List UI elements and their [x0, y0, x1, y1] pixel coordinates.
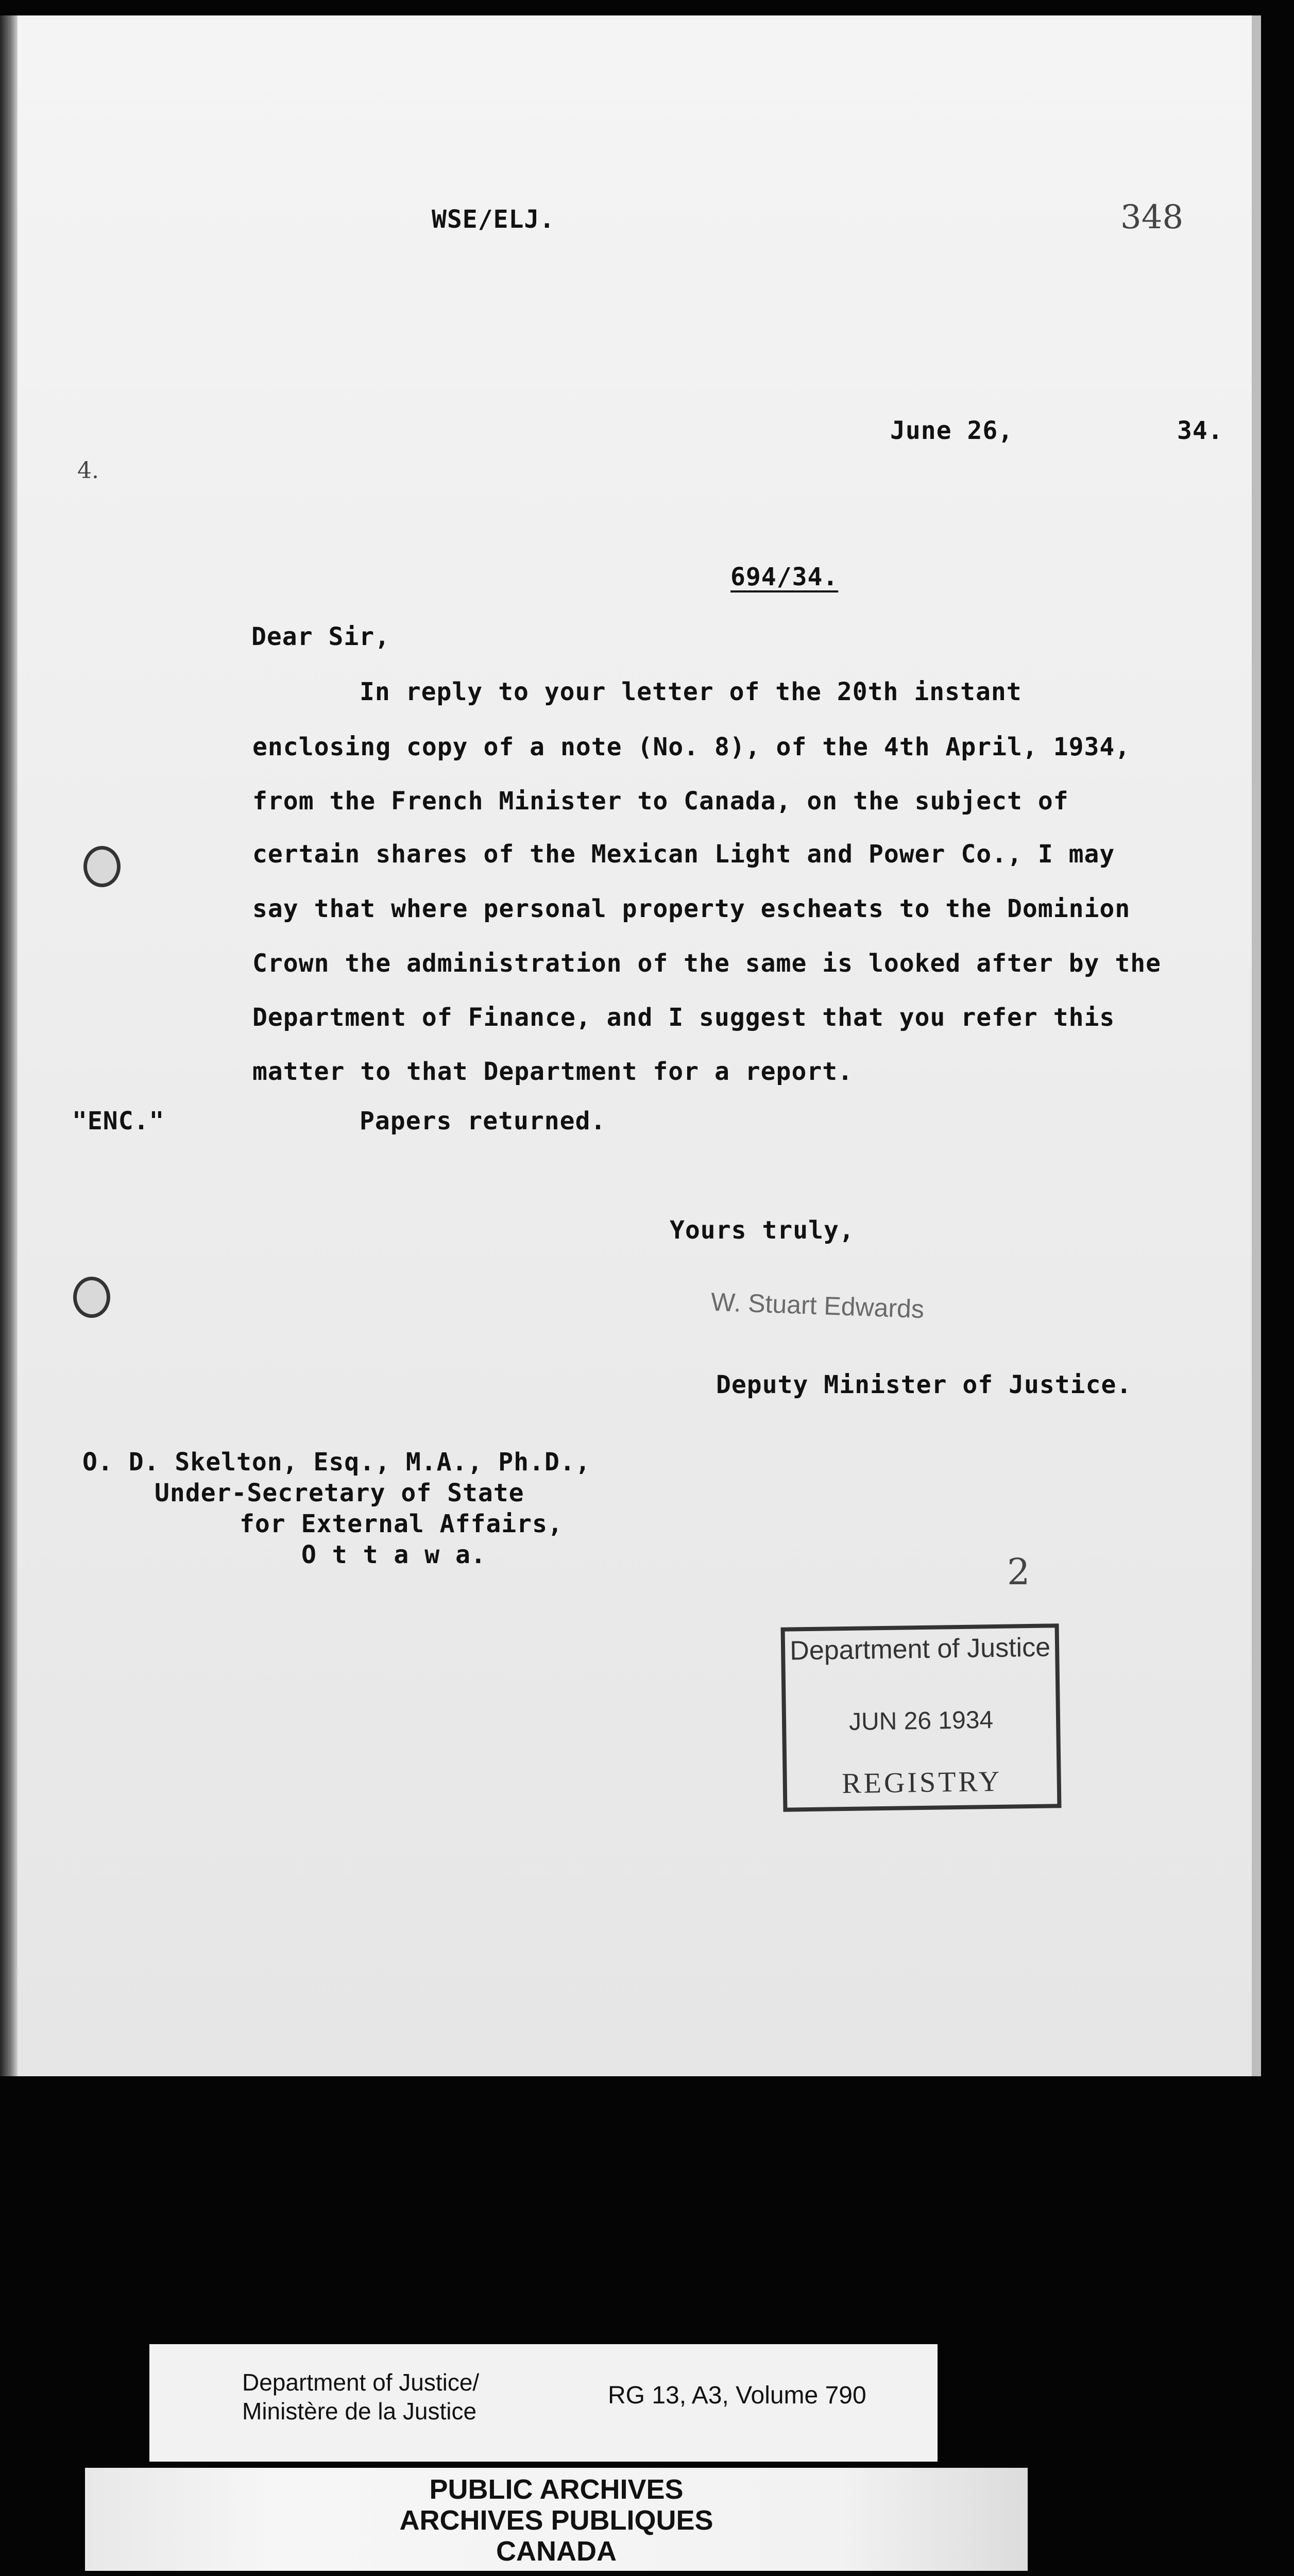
body-line: matter to that Department for a report. — [252, 1057, 854, 1086]
letter-sheet — [0, 15, 1261, 2076]
stamp-date: JUN 26 1934 — [848, 1706, 994, 1736]
department-name — [242, 2368, 479, 2426]
punch-hole — [73, 1277, 110, 1318]
banner-line: CANADA — [496, 2536, 617, 2567]
handwritten-mark: 2 — [1007, 1551, 1030, 1593]
archive-reference: RG 13, A3, Volume 790 — [608, 2382, 866, 2409]
registry-stamp — [781, 1623, 1062, 1812]
letter-date: June 26, — [890, 416, 1014, 445]
body-line: Crown the administration of the same is looked after by the — [252, 949, 1162, 978]
letter-date-year: 34. — [1177, 416, 1223, 445]
signature: W. Stuart Edwards — [710, 1287, 925, 1324]
addressee-line: Under-Secretary of State — [155, 1479, 524, 1507]
body-line: say that where personal property escheats to the Dominion — [252, 894, 1131, 923]
letter-initials: WSE/ELJ. — [432, 205, 555, 234]
salutation: Dear Sir, — [251, 622, 390, 651]
banner-line: PUBLIC ARCHIVES — [429, 2474, 684, 2505]
body-line: enclosing copy of a note (No. 8), of the 4th April, 1934, — [252, 733, 1131, 761]
signatory-title: Deputy Minister of Justice. — [716, 1370, 1132, 1399]
stamp-footer: REGISTRY — [841, 1765, 1002, 1800]
body-line: from the French Minister to Canada, on the subject of — [252, 787, 1069, 816]
punch-hole — [83, 846, 121, 887]
papers-returned: Papers returned. — [360, 1107, 606, 1136]
body-line: certain shares of the Mexican Light and Power Co., I may — [252, 840, 1115, 869]
banner-line: ARCHIVES PUBLIQUES — [399, 2505, 713, 2536]
file-reference: 694/34. — [730, 563, 839, 591]
addressee-line: O t t a w a. — [301, 1540, 486, 1569]
margin-mark: 4. — [77, 457, 99, 484]
enclosure-mark: "ENC." — [72, 1107, 165, 1136]
stamp-header: Department of Justice — [789, 1632, 1051, 1666]
addressee-line: O. D. Skelton, Esq., M.A., Ph.D., — [82, 1448, 591, 1477]
body-line: In reply to your letter of the 20th instant — [360, 677, 1022, 706]
page-number: 348 — [1120, 198, 1184, 236]
department-en: Department of Justice/ — [242, 2369, 480, 2396]
public-archives-banner — [85, 2468, 1028, 2571]
addressee-line: for External Affairs, — [240, 1510, 563, 1538]
body-line: Department of Finance, and I suggest that you refer this — [252, 1003, 1115, 1032]
department-fr: Ministère de la Justice — [242, 2398, 477, 2425]
closing: Yours truly, — [670, 1216, 855, 1245]
archive-reference-label — [149, 2344, 938, 2462]
